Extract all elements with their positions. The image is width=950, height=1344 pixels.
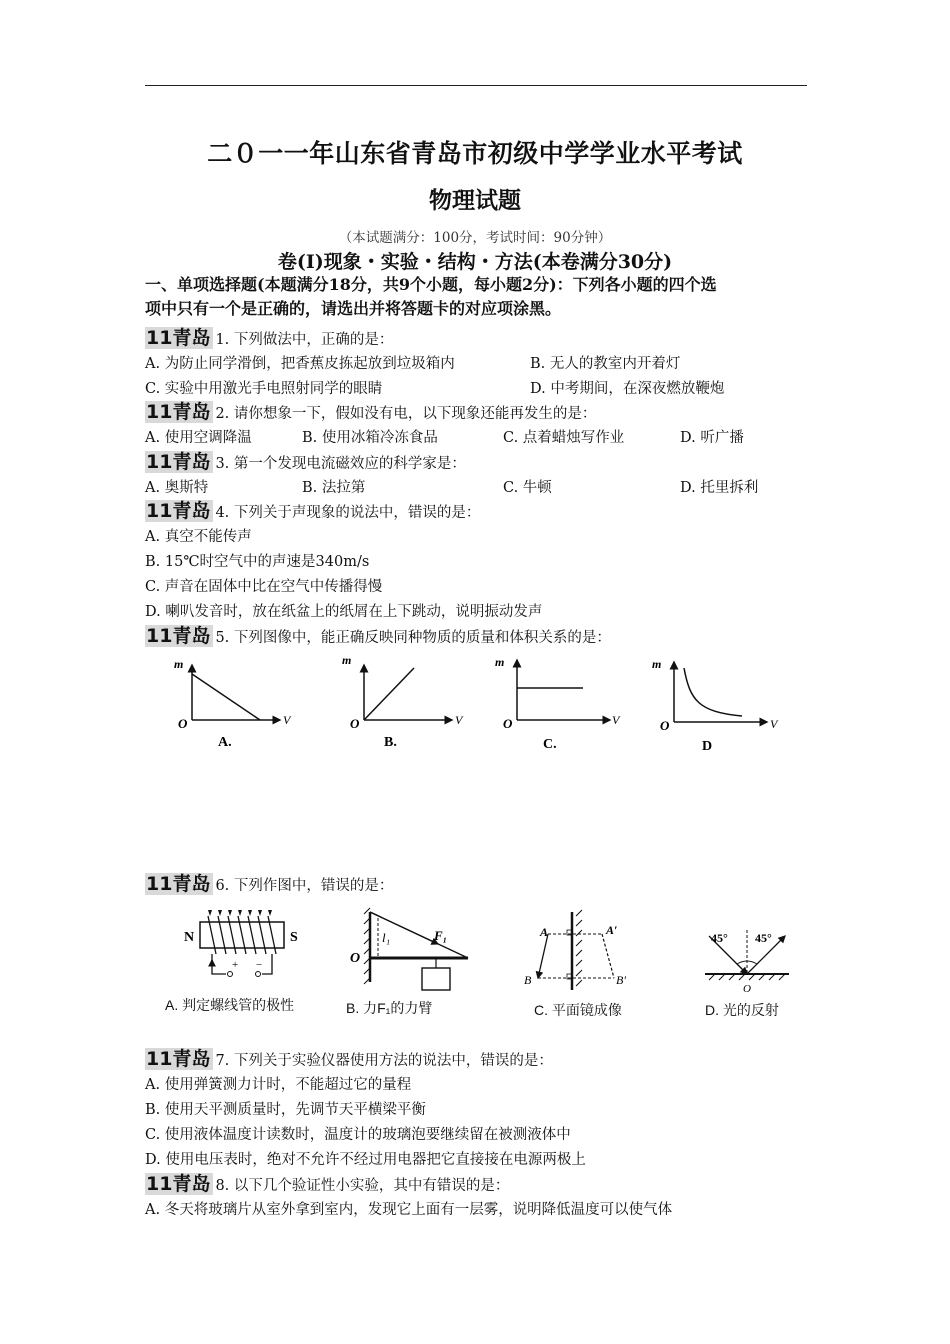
label-a-prime: A′	[606, 923, 618, 937]
y-axis-label: m	[495, 655, 505, 669]
graph-label: B.	[384, 735, 397, 750]
q2-option-d: D. 听广播	[680, 430, 744, 446]
question-3	[145, 450, 466, 474]
figure-b-lever	[350, 908, 468, 990]
figure-c-mirror	[524, 910, 626, 990]
source-tag: 11青岛	[145, 1048, 213, 1070]
q1-option-c: C. 实验中用激光手电照射同学的眼睛	[145, 381, 383, 397]
source-tag: 11青岛	[145, 1173, 213, 1195]
q2-option-a: A. 使用空调降温	[145, 430, 252, 446]
label-minus: −	[256, 959, 263, 971]
question-text: 7. 下列关于实验仪器使用方法的说法中，错误的是：	[215, 1053, 553, 1069]
section-instructions-line-2: 项中只有一个是正确的，请选出并将答题卡的对应项涂黑。	[145, 299, 562, 318]
x-axis-label: V	[455, 713, 463, 727]
x-axis-label: V	[612, 713, 620, 727]
label-plus: +	[232, 959, 239, 971]
q7-option-c: C. 使用液体温度计读数时，温度计的玻璃泡要继续留在被测液体中	[145, 1127, 571, 1143]
graph-d	[652, 657, 779, 754]
question-1	[145, 326, 393, 350]
origin-label: O	[178, 716, 188, 731]
exam-note: （本试题满分：100分，考试时间：90分钟）	[338, 230, 612, 246]
label-a: A	[540, 925, 549, 939]
q3-option-b: B. 法拉第	[302, 480, 366, 496]
y-axis-label: m	[174, 657, 184, 671]
question-6	[145, 872, 393, 896]
origin-label: O	[660, 718, 670, 733]
y-axis-label: m	[342, 653, 352, 667]
graph-b	[342, 653, 464, 750]
label-b-prime: B′	[616, 973, 626, 987]
q1-option-a: A. 为防止同学滑倒，把香蕉皮拣起放到垃圾箱内	[145, 356, 455, 372]
top-rule	[145, 85, 807, 86]
q2-option-b: B. 使用冰箱冷冻食品	[302, 430, 438, 446]
origin-label: O	[503, 716, 513, 731]
q5-graphs	[160, 650, 800, 755]
y-axis-label: m	[652, 657, 662, 671]
caption-b: B. 力F₁的力臂	[346, 1000, 433, 1016]
q1-option-b: B. 无人的教室内开着灯	[530, 356, 681, 372]
graph-label: C.	[543, 737, 557, 752]
source-tag: 11青岛	[145, 327, 213, 349]
q2-option-c: C. 点着蜡烛写作业	[503, 430, 625, 446]
q3-option-a: A. 奥斯特	[145, 480, 209, 496]
source-tag: 11青岛	[145, 873, 213, 895]
q7-option-d: D. 使用电压表时，绝对不允许不经过用电器把它直接接在电源两极上	[145, 1152, 586, 1168]
angle-left-label: 45°	[711, 931, 728, 945]
graph-label: A.	[218, 735, 232, 750]
graph-c	[495, 655, 621, 752]
question-text: 3. 第一个发现电流磁效应的科学家是：	[215, 456, 466, 472]
q4-option-a: A. 真空不能传声	[145, 529, 252, 545]
question-5	[145, 624, 611, 648]
label-l1: l₁	[382, 930, 391, 945]
label-s: S	[290, 930, 298, 945]
q1-option-d: D. 中考期间，在深夜燃放鞭炮	[530, 381, 725, 397]
question-text: 5. 下列图像中，能正确反映同种物质的质量和体积关系的是：	[215, 630, 611, 646]
caption-a: A. 判定螺线管的极性	[165, 997, 295, 1013]
volume-heading: 卷(I)现象・实验・结构・方法(本卷满分30分)	[277, 251, 673, 273]
figure-d-reflection	[705, 930, 789, 995]
source-tag: 11青岛	[145, 401, 213, 423]
label-o: O	[743, 983, 751, 995]
exam-title: 二０一一年山东省青岛市初级中学学业水平考试	[207, 139, 743, 168]
exam-subtitle: 物理试题	[429, 187, 521, 214]
question-8	[145, 1172, 509, 1196]
question-text: 6. 下列作图中，错误的是：	[215, 878, 394, 894]
source-tag: 11青岛	[145, 625, 213, 647]
question-text: 4. 下列关于声现象的说法中，错误的是：	[215, 505, 481, 521]
label-f1: F₁	[434, 928, 448, 943]
q4-option-c: C. 声音在固体中比在空气中传播得慢	[145, 579, 383, 595]
x-axis-label: V	[770, 717, 778, 731]
question-text: 1. 下列做法中，正确的是：	[215, 332, 394, 348]
q3-option-d: D. 托里拆利	[680, 480, 759, 496]
q6-figures	[160, 900, 820, 1000]
source-tag: 11青岛	[145, 500, 213, 522]
figure-a-solenoid	[184, 910, 298, 977]
section-instructions-line-1: 一、单项选择题(本题满分18分，共9个小题，每小题2分)：下列各小题的四个选	[145, 275, 717, 294]
q7-option-a: A. 使用弹簧测力计时，不能超过它的量程	[145, 1077, 412, 1093]
q3-option-c: C. 牛顿	[503, 480, 552, 496]
caption-c: C. 平面镜成像	[534, 1002, 622, 1018]
question-4	[145, 499, 480, 523]
origin-label: O	[350, 716, 360, 731]
graph-label: D	[702, 739, 713, 754]
label-o: O	[350, 951, 361, 966]
caption-d: D. 光的反射	[705, 1002, 779, 1018]
q4-option-b: B. 15℃时空气中的声速是340m/s	[145, 554, 370, 570]
source-tag: 11青岛	[145, 451, 213, 473]
graph-a	[174, 657, 292, 750]
question-text: 8. 以下几个验证性小实验，其中有错误的是：	[215, 1178, 510, 1194]
label-b: B	[524, 973, 532, 987]
angle-right-label: 45°	[755, 931, 772, 945]
label-n: N	[184, 930, 195, 945]
question-2	[145, 400, 596, 424]
x-axis-label: V	[283, 713, 291, 727]
question-text: 2. 请你想象一下，假如没有电，以下现象还能再发生的是：	[215, 406, 597, 422]
q7-option-b: B. 使用天平测质量时，先调节天平横梁平衡	[145, 1102, 426, 1118]
q4-option-d: D. 喇叭发音时，放在纸盆上的纸屑在上下跳动，说明振动发声	[145, 604, 543, 620]
question-7	[145, 1047, 553, 1071]
q8-option-a: A. 冬天将玻璃片从室外拿到室内，发现它上面有一层雾，说明降低温度可以使气体	[145, 1202, 673, 1218]
